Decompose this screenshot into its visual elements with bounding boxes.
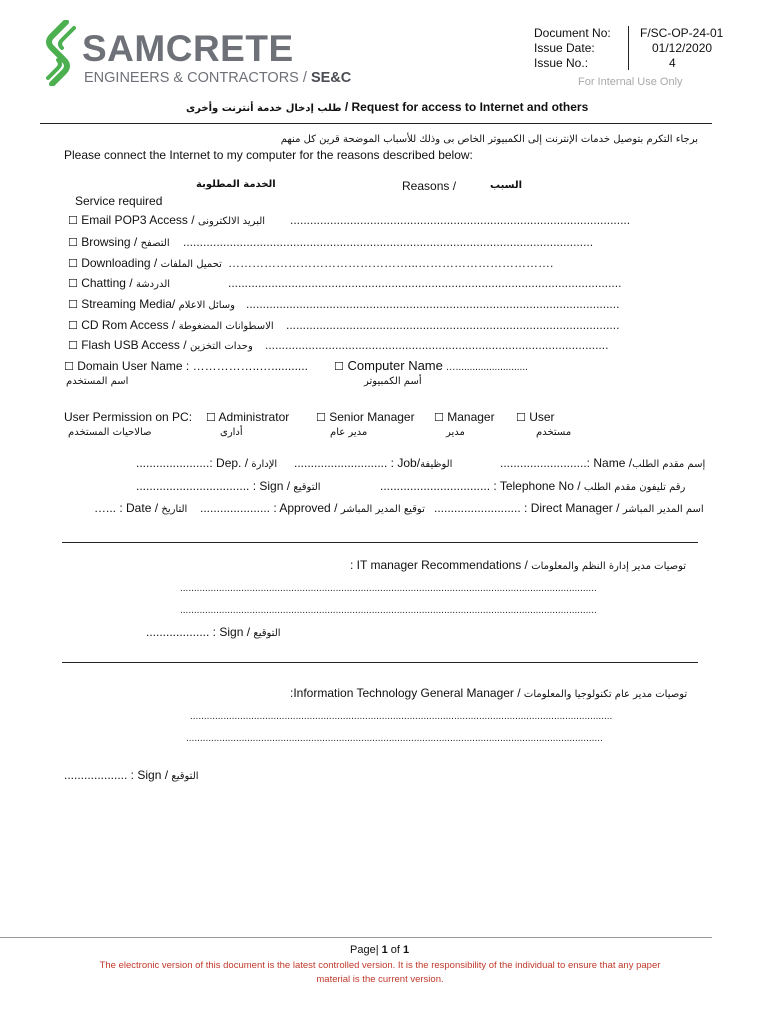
permission-option-user: ☐ User xyxy=(516,410,555,424)
issue-date-value: 01/12/2020 xyxy=(652,41,713,55)
service-reason-line[interactable]: .................................................................................................... xyxy=(286,318,620,332)
it-gm-line-2[interactable]: ...................................................................................................................................................... xyxy=(186,733,603,744)
issue-date-label: Issue Date: xyxy=(534,41,595,55)
service-column-arabic: الخدمة المطلوبة xyxy=(196,179,276,190)
issue-no-label: Issue No.: xyxy=(534,56,589,70)
it-manager-sign-input[interactable]: ................... : xyxy=(146,625,217,639)
reasons-column-label: Reasons / xyxy=(402,179,457,193)
service-reason-line[interactable]: ........................................................................................................................... xyxy=(183,235,594,249)
section-divider xyxy=(62,542,698,543)
service-reason-line[interactable]: ...................................................................................................... xyxy=(290,213,631,227)
service-reason-line[interactable]: ....................................................................................................... xyxy=(265,338,609,352)
section-divider xyxy=(62,662,698,663)
approved-field: ..................... : Approved / توقيع المدير المباشر xyxy=(200,501,425,515)
title-rule xyxy=(40,123,712,124)
it-gm-sign-field: ................... : Sign / التوقيع xyxy=(64,768,199,782)
it-gm-line-1[interactable]: ........................................................................................................................................................ xyxy=(190,711,613,722)
service-reason-line[interactable]: ………………………………………...……………………………. xyxy=(228,256,554,270)
name-input[interactable]: ..........................: xyxy=(500,456,591,470)
domain-user-field: ☐ Domain User Name : ……………..…........... xyxy=(64,359,308,373)
permission-checkbox[interactable]: ☐ xyxy=(206,411,216,424)
domain-user-input[interactable]: ……………..…........... xyxy=(192,359,308,373)
computer-name-arabic: أسم الكمبيوتر xyxy=(364,376,422,387)
page-number: Page| 1 of 1 xyxy=(350,944,410,956)
footer-rule xyxy=(0,937,712,938)
service-checkbox[interactable]: ☐ xyxy=(68,236,78,249)
it-manager-label: : IT manager Recommendations / توصيات مدير إدارة النظم والمعلومات xyxy=(350,558,687,572)
permission-user-arabic: مستخدم xyxy=(536,427,572,438)
service-checkbox[interactable]: ☐ xyxy=(68,257,78,270)
service-row: ☐ CD Rom Access / الاسطوانات المضغوطة xyxy=(68,318,274,332)
computer-name-input[interactable]: ….......................... xyxy=(442,362,528,373)
logo-subtitle: ENGINEERS & CONTRACTORS / SE&C xyxy=(84,70,352,86)
service-reason-line[interactable]: ................................................................................................................ xyxy=(246,297,620,311)
computer-name-field: ☐ Computer Name ….......................... xyxy=(334,358,528,373)
computer-checkbox[interactable]: ☐ xyxy=(334,360,344,373)
footer-notice-line-1: The electronic version of this document is the latest controlled version. It is the responsibility of the individual to ensure that any paper xyxy=(99,960,661,971)
intro-arabic: برجاء التكرم بتوصيل خدمات الإنترنت إلى الكمبيوتر الخاص بى وذلك للأسباب الموضحة قرين كل منهم xyxy=(280,134,698,145)
permission-checkbox[interactable]: ☐ xyxy=(516,411,526,424)
intro-english: Please connect the Internet to my computer for the reasons described below: xyxy=(64,148,473,162)
permission-label-arabic: صالاحيات المستخدم xyxy=(68,427,152,438)
domain-user-arabic: اسم المستخدم xyxy=(66,376,129,387)
job-field: ............................ : Job/الوظيفة xyxy=(294,456,453,470)
dep-input[interactable]: ......................: xyxy=(136,456,213,470)
issue-no-value: 4 xyxy=(669,56,676,70)
direct-manager-input[interactable]: .......................... : xyxy=(434,501,528,515)
service-row: ☐ Downloading / تحميل الملفات xyxy=(68,256,222,270)
service-checkbox[interactable]: ☐ xyxy=(68,277,78,290)
service-checkbox[interactable]: ☐ xyxy=(68,339,78,352)
service-row: ☐ Flash USB Access / وحدات التخزين xyxy=(68,338,253,352)
footer-notice-line-2: material is the current version. xyxy=(316,974,444,985)
service-checkbox[interactable]: ☐ xyxy=(68,214,78,227)
permission-option-administrator: ☐ Administrator xyxy=(206,410,290,424)
reasons-column-arabic: السبب xyxy=(490,180,523,191)
it-manager-line-2[interactable]: ...................................................................................................................................................... xyxy=(180,605,597,616)
applicant-sign-input[interactable]: .................................. : xyxy=(136,479,257,493)
permission-senior-manager-arabic: مدير عام xyxy=(330,427,368,438)
permission-label: User Permission on PC: xyxy=(64,410,193,424)
job-input[interactable]: ............................ : xyxy=(294,456,395,470)
date-field: …... : Date / التاريخ xyxy=(94,501,188,515)
permission-checkbox[interactable]: ☐ xyxy=(434,411,444,424)
dep-field: ......................: Dep. / الإدارة xyxy=(136,456,278,470)
date-input[interactable]: …... : xyxy=(94,501,123,515)
service-column-label: Service required xyxy=(75,194,163,208)
approved-input[interactable]: ..................... : xyxy=(200,501,277,515)
service-row: ☐ Browsing / التصفح xyxy=(68,235,170,249)
service-checkbox[interactable]: ☐ xyxy=(68,298,78,311)
name-field: ..........................: Name /إسم مقدم الطلب xyxy=(500,456,706,470)
doc-no-value: F/SC-OP-24-01 xyxy=(640,26,724,40)
it-manager-line-1[interactable]: ...................................................................................................................................................... xyxy=(180,583,597,594)
doc-no-label: Document No: xyxy=(534,26,611,40)
logo-mark-icon xyxy=(44,20,78,86)
it-manager-sign-field: ................... : Sign / التوقيع xyxy=(146,625,281,639)
internal-use-note: For Internal Use Only xyxy=(578,76,683,88)
permission-checkbox[interactable]: ☐ xyxy=(316,411,326,424)
service-row: ☐ Chatting / الدردشة xyxy=(68,276,171,290)
service-reason-line[interactable]: ...................................................................................................................... xyxy=(228,276,622,290)
service-row: ☐ Email POP3 Access / البريد الالكترونى xyxy=(68,213,266,227)
telephone-field: ................................. : Telephone No / رقم تليفون مقدم الطلب xyxy=(380,479,686,493)
company-logo xyxy=(44,20,352,88)
service-checkbox[interactable]: ☐ xyxy=(68,319,78,332)
permission-administrator-arabic: أدارى xyxy=(220,427,243,438)
permission-option-senior-manager: ☐ Senior Manager xyxy=(316,410,415,424)
telephone-input[interactable]: ................................. : xyxy=(380,479,497,493)
permission-manager-arabic: مدير xyxy=(446,427,465,438)
it-gm-label: :Information Technology General Manager / توصيات مدير عام تكنولوجيا والمعلومات xyxy=(290,686,688,700)
applicant-sign-field: .................................. : Sign / التوقيع xyxy=(136,479,321,493)
service-row: ☐ Streaming Media/ وسائل الاعلام xyxy=(68,297,236,311)
permission-option-manager: ☐ Manager xyxy=(434,410,495,424)
direct-manager-field: .......................... : Direct Manager / اسم المدير المباشر xyxy=(434,501,704,515)
logo-name: SAMCRETE xyxy=(82,28,294,69)
page-title: طلب إدخال خدمة أنترنت وأخرى / Request for access to Internet and others xyxy=(186,100,589,114)
it-gm-sign-input[interactable]: ................... : xyxy=(64,768,135,782)
domain-checkbox[interactable]: ☐ xyxy=(64,360,74,373)
header-divider xyxy=(628,26,629,70)
